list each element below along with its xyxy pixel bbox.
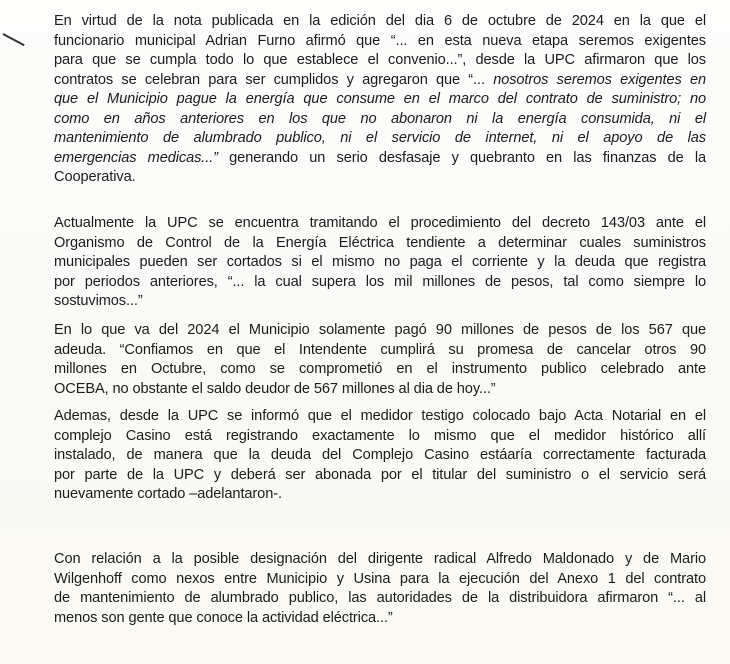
paragraph-4 — [54, 407, 706, 505]
text-segment: contratos se celebran para ser cumplidos y agregaron que “... — [54, 71, 485, 88]
text-line-italic: mantenimiento de alumbrado publico, ni el servicio de internet, ni el apoyo de las — [54, 130, 706, 146]
text-line: OCEBA, no obstante el saldo deudor de 567 millones al dia de hoy...” — [54, 380, 496, 397]
text-line: Cooperativa. — [54, 169, 136, 185]
text-line: Ademas, desde la UPC se informó que el medidor testigo colocado bajo Acta Notarial en el — [54, 408, 706, 424]
text-line: En lo que va del 2024 el Municipio solamente pagó 90 millones de pesos de los 567 que — [54, 322, 706, 338]
text-line: por periodos anteriores, “... la cual supera los mil millones de pesos, tal como siempre lo — [54, 273, 706, 290]
quote-italic: nosotros seremos exigentes en — [493, 71, 706, 88]
text-line — [54, 149, 706, 169]
text-line: nuevamente cortado –adelantaron-. — [54, 486, 282, 502]
text-line: Wilgenhoff como nexos entre Municipio y Usina para la ejecución del Anexo 1 del contrato — [54, 570, 706, 587]
text-line-italic: que el Municipio pague la energía que consume en el marco del contrato de suministro; no — [54, 91, 706, 107]
text-line: funcionario municipal Adrian Furno afirmó que “... en esta nueva etapa seremos exigentes — [54, 32, 706, 49]
paragraph-5 — [54, 550, 706, 628]
text-segment: generando un serio desfasaje y quebranto en las finanzas de la — [229, 149, 707, 166]
paragraph-2 — [54, 214, 706, 312]
text-line — [54, 71, 706, 91]
text-line: adeuda. “Confiamos en que el Intendente cumplirá su promesa de cancelar otros 90 — [54, 341, 706, 358]
paragraph-1 — [54, 12, 706, 188]
text-line: millones en Octubre, como se comprometió en el instrumento publico celebrado ante — [54, 361, 706, 377]
text-line: Organismo de Control de la Energía Eléctrica tendiente a determinar cuales suministros — [54, 234, 706, 251]
text-line: Actualmente la UPC se encuentra tramitando el procedimiento del decreto 143/03 ante el — [54, 215, 706, 231]
text-line: instalado, de manera que la deuda del Complejo Casino estáaría correctamente facturada — [54, 447, 706, 463]
text-line: por parte de la UPC y deberá ser abonada por el titular del suministro o el servicio será — [54, 466, 706, 483]
text-line: sostuvimos...” — [54, 293, 143, 309]
text-line: En virtud de la nota publicada en la edición del dia 6 de octubre de 2024 en la que el — [54, 13, 706, 29]
text-line: municipales pueden ser cortados si el mismo no paga el corriente y la deuda que registra — [54, 254, 706, 270]
pen-mark — [3, 33, 25, 46]
text-line: complejo Casino está registrando exactamente lo mismo que el medidor histórico allí — [54, 427, 706, 444]
text-line: Con relación a la posible designación del dirigente radical Alfredo Maldonado y de Mario — [54, 551, 706, 567]
paragraph-3 — [54, 321, 706, 399]
text-line: de mantenimiento de alumbrado publico, las autoridades de la distribuidora afirmaron “... al — [54, 590, 706, 606]
text-line: menos son gente que conoce la actividad eléctrica...” — [54, 609, 393, 626]
quote-italic: emergencias medicas...” — [54, 149, 218, 166]
text-line: para que se cumpla todo lo que establece el convenio...”, desde la UPC afirmaron que los — [54, 52, 706, 68]
text-line-italic: como en años anteriores en los que no abonaron ni la energía consumida, ni el — [54, 110, 706, 127]
